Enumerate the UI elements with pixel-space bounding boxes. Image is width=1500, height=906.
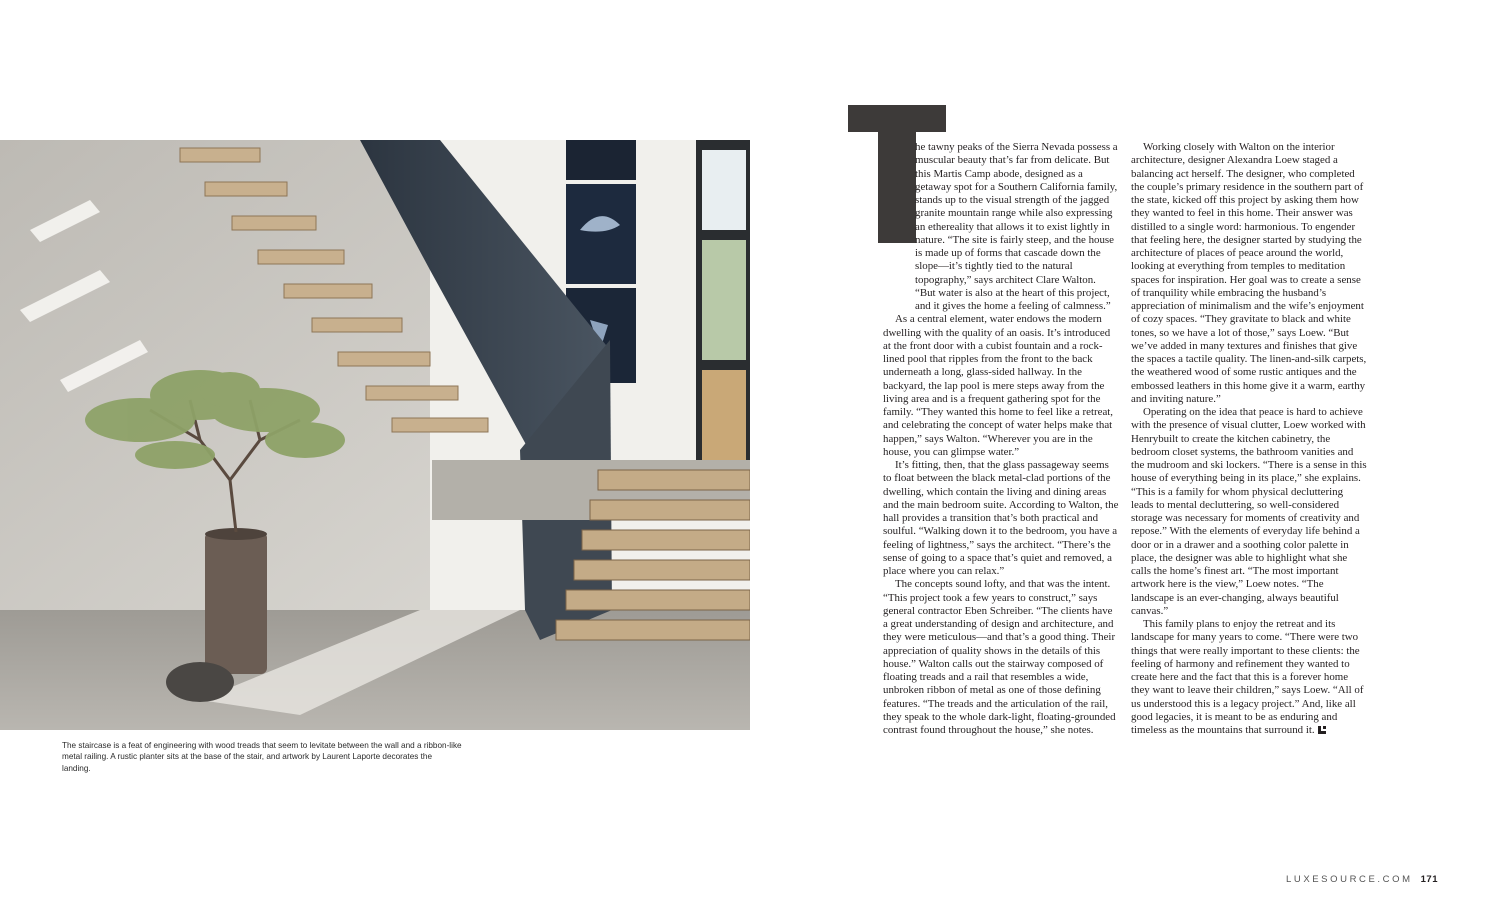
drop-cap-letter: T (896, 184, 898, 186)
article-paragraph: he tawny peaks of the Sierra Nevada possess a muscular beauty that’s far from delicate. But this Martis Camp abode, designed as a getaway spot for a Southern California family, stands up to the visual strength of the jagged granite mountain range while also expressing an ethereality that allows it to exist lightly in nature. “The site is fairly steep, and the house is made up of forms that cascade down the slope—it’s tightly tied to the natural topography,” says architect Clare Walton. “But water is also at the heart of this project, and it gives the home a feeling of calmness.” (915, 141, 1118, 312)
article-column-1 (883, 141, 1119, 737)
page-number: 171 (1420, 874, 1438, 885)
article-paragraph: The concepts sound lofty, and that was the intent. “This project took a few years to construct,” says general contractor Eben Schreiber. “The clients have a great understanding of design and architecture, and they were meticulous—and that’s a good thing. Their appreciation of quality shows in the details of this house.” Walton calls out the stairway composed of floating treads and a rail that resembles a wide, unbroken ribbon of metal as one of those defining features. “The treads and the articulation of the rail, they speak to the whole dark-light, floating-grounded contrast found throughout the house,” she notes. (883, 578, 1116, 736)
article-paragraph: Operating on the idea that peace is hard to achieve with the presence of visual clutter, Loew worked with Henrybuilt to create the kitchen cabinetry, the bedroom closet systems, the bathroom vanities and the mudroom and ski lockers. “There is a sense in this house of everything being in its place,” she explains. “This is a family for whom physical decluttering leads to mental decluttering, so well-considered storage was necessary for moments of creativity and repose.” With the elements of everyday life behind a door or in a drawer and a soothing color palette in place, the designer was able to highlight what she calls the home’s finest art. “The most important artwork here is the view,” Loew notes. “The landscape is an ever-changing, always beautiful canvas.” (1131, 406, 1367, 617)
end-mark-icon (1318, 726, 1326, 734)
article-paragraph: It’s fitting, then, that the glass passageway seems to float between the black metal-clad portions of the dwelling, which contain the living and dining areas and the main bedroom suite. According to Walton, the hall provides a transition that’s both practical and soulful. “Walking down it to the bedroom, you have a feeling of lightness,” says the architect. “There’s the sense of going to a space that’s quiet and removed, a place where you can relax.” (883, 459, 1119, 577)
staircase-photo (0, 140, 750, 730)
staircase-illustration (0, 140, 750, 730)
page-folio (1286, 874, 1438, 885)
article-paragraph (1131, 618, 1367, 737)
photo-caption: The staircase is a feat of engineering with wood treads that seem to levitate between the wall and a ribbon-like metal railing. A rustic planter sits at the base of the stair, and artwork by Laurent Laporte decorates the landing. (62, 741, 462, 773)
site-name: LUXESOURCE.COM (1285, 874, 1413, 885)
article-paragraph: Working closely with Walton on the interior architecture, designer Alexandra Loew staged a balancing act herself. The designer, who completed the couple’s primary residence in the southern part of the state, kicked off this project by asking them how they wanted to feel in this home. Their answer was distilled to a single word: harmonious. To engender that feeling here, the designer started by studying the architecture of places of peace around the world, looking at everything from temples to meditation spaces for inspiration. Her goal was to create a sense of tranquility while embracing the husband’s appreciation of minimalism and the wife’s enjoyment of cozy spaces. “They gravitate to black and white tones, so we have a lot of those,” says Loew. “But we’ve added in many textures and finishes that give the spaces a tactile quality. The linen-and-silk carpets, the weathered wood of some rustic antiques and the embossed leathers in this home give it a warm, earthy and inviting nature.” (1131, 141, 1367, 405)
article-column-2 (1131, 141, 1367, 737)
article-paragraph-text: This family plans to enjoy the retreat and its landscape for many years to come. “There were two things that were really important to these clients: the feeling of harmony and refinement they wanted to create here and the fact that this is a forever home they want to leave their children,” says Loew. “All of us understood this is a legacy project.” And, like all good legacies, it is meant to be as enduring and timeless as the mountains that surround it. (1131, 618, 1364, 736)
article-paragraph: As a central element, water endows the modern dwelling with the quality of an oasis. It’s introduced at the front door with a cubist fountain and a rock-lined pool that ripples from the front to the back underneath a long, glass-sided hallway. In the backyard, the lap pool is mere steps away from the living area and is a frequent gathering spot for the family. “They wanted this home to feel like a retreat, and celebrating the concept of water helps make that happen,” says Walton. “Wherever you are in the house, you can glimpse water.” (883, 313, 1114, 458)
